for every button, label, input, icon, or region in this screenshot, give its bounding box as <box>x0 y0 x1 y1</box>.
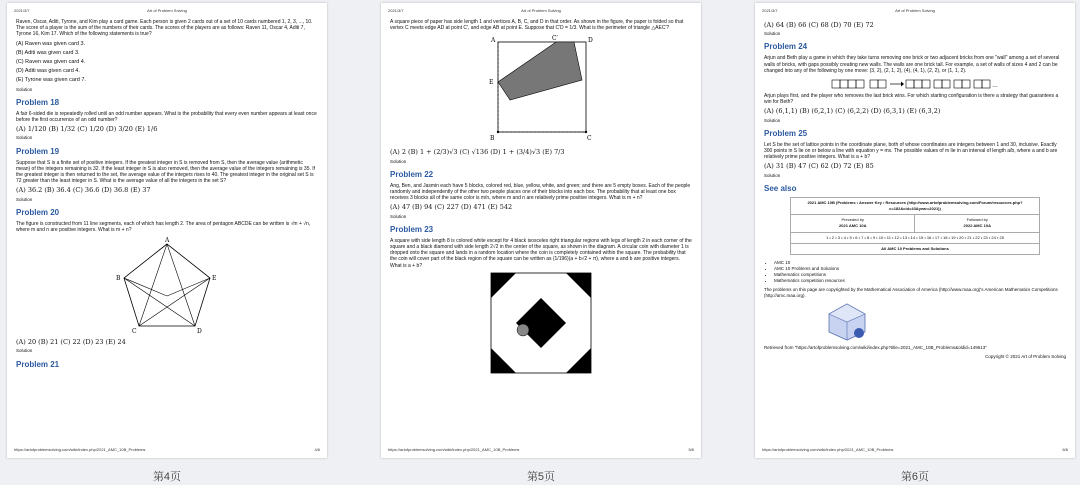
problem-20-heading: Problem 20 <box>16 207 60 217</box>
label-e: E <box>212 275 217 283</box>
nav-followed[interactable]: Followed by 2022 AMC 10A <box>915 215 1040 232</box>
page-footer <box>388 447 694 452</box>
solution-link[interactable]: Solution <box>16 135 33 141</box>
label-b: B <box>490 135 495 143</box>
problem-21-heading: Problem 21 <box>16 359 60 369</box>
option-a: (A) Raven was given card 3. <box>16 40 86 47</box>
page-caption-6[interactable]: 第6页 <box>900 471 930 483</box>
problem-17-text: Raven, Oscar, Aditi, Tyrone, and Kim play a card game. Each person is given 2 cards out of a set of 10 cards numbered 1, 2, 3, ..., 10. The score of a player is the sum of the numbers of their cards. The scores of the players are as follows: Raven 11, Oscar 4, Aditi 7, Tyrone 16, Kim 17. Which of the following statements is true? <box>16 19 313 38</box>
header-site: Art of Problem Solving <box>895 8 935 13</box>
problem-23-choices: (A) 64 (B) 66 (C) 68 (D) 70 (E) 72 <box>764 21 874 29</box>
header-site: Art of Problem Solving <box>521 8 561 13</box>
problem-23-heading: Problem 23 <box>390 224 434 234</box>
solution-link[interactable]: Solution <box>390 158 407 164</box>
problem-19-heading: Problem 19 <box>16 146 60 156</box>
copyright: Copyright © 2021 Art of Problem Solving <box>985 353 1066 359</box>
link-amc10-problems[interactable]: • AMC 10 Problems and Solutions <box>774 266 1066 272</box>
problem-22-heading: Problem 22 <box>390 169 434 179</box>
solution-link[interactable]: Solution <box>764 117 781 123</box>
nav-preceded[interactable]: Preceded by 2021 AMC 10A <box>791 215 915 232</box>
label-b: B <box>116 275 121 283</box>
footer-url: https://artofproblemsolving.com/wiki/index.php/2021_AMC_10B_Problems <box>14 447 146 452</box>
pdf-page-5 <box>381 3 701 458</box>
problem-25-choices: (A) 31 (B) 47 (C) 62 (D) 72 (E) 85 <box>764 162 874 171</box>
problem-19-text: Suppose that S is a finite set of positive integers. If the greatest integer in S is removed from S, then the average value (arithmetic mean) of the integers remaining is 32. If the least integer in S is also removed, then the average value of the integers remaining is 35. If the greatest integer is then returned to the set, the average value of the integers rises to 40. The greatest integer in the original set S is 72 greater than the least integer in S. What is the average value of all the integers in the set S? <box>16 159 316 185</box>
solution-link[interactable]: Solution <box>16 196 33 202</box>
option-c: (C) Raven was given card 4. <box>16 59 86 66</box>
page-caption-4[interactable]: 第4页 <box>152 471 182 483</box>
problem-25-text: Let S be the set of lattice points in the coordinate plane, both of whose coordinates are integers between 1 and 30, inclusive. Exactly 300 points in S lie on or below a line with equation y = mx. The possible values of m lie in an interval of length a/b, where a and b are relatively prime positive integers. What is a + b? <box>764 141 1058 161</box>
label-e: E <box>489 79 494 87</box>
footer-url: https://artofproblemsolving.com/wiki/index.php/2021_AMC_10B_Problems <box>388 447 520 452</box>
header-site: Art of Problem Solving <box>147 8 187 13</box>
option-b: (B) Aditi was given card 3. <box>16 49 80 56</box>
brick-walls-figure <box>830 77 1000 91</box>
coin-square-figure <box>490 272 592 374</box>
problem-20-text: The figure is constructed from 11 line segments, each of which has length 2. The area of pentagon ABCDE can be written is √m + √n, where m and n are positive integers. What is m + n? <box>16 220 311 234</box>
problem-18-choices: (A) 1/120 (B) 1/32 (C) 1/20 (D) 3/20 (E) 1/6 <box>16 125 158 134</box>
navigation-table <box>790 197 1040 255</box>
problem-22-choices: (A) 47 (B) 94 (C) 227 (D) 471 (E) 542 <box>390 203 513 212</box>
link-math-competitions[interactable]: • Mathematics competitions <box>774 272 1066 278</box>
link-amc10[interactable]: • AMC 10 <box>774 260 1066 266</box>
label-d: D <box>197 328 202 336</box>
svg-text:…: … <box>992 83 998 90</box>
page-number: 4/6 <box>314 447 320 452</box>
label-a: A <box>165 237 170 245</box>
pdf-page-6 <box>755 3 1075 458</box>
solution-link[interactable]: Solution <box>16 348 33 354</box>
nav-title[interactable]: 2021 AMC 10B (Problems • Answer Key • Resources (http://www.artofproblemsolving.com/Forum/resources.php?c=182&cid=43&year=2021)) <box>791 197 1040 214</box>
header-date: 2021/3/7 <box>14 8 30 13</box>
see-also-heading: See also <box>764 183 797 193</box>
problem-18-text: A fair 6-sided die is repeatedly rolled until an odd number appears. What is the probability that every even number appears at least once before the first occurrence of an odd number? <box>16 110 317 124</box>
problem-25-heading: Problem 25 <box>764 128 808 138</box>
solution-link[interactable]: Solution <box>764 31 781 37</box>
problem-24-heading: Problem 24 <box>764 42 808 52</box>
solution-link[interactable]: Solution <box>390 213 407 219</box>
problem-21-text: A square piece of paper has side length 1 and vertices A, B, C, and D in that order. As shown in the figure, the paper is folded so that vertex C meets edge AD at point C′, and edge AB at point E. Suppose that C′D = 1/3. What is the perimeter of triangle △AEC′? <box>390 19 684 32</box>
maa-logo <box>824 302 870 342</box>
problem-18-heading: Problem 18 <box>16 97 60 107</box>
problem-23-text: A square with side length 8 is colored white except for 4 black isosceles right triangular regions with legs of length 2 in each corner of the square and a black diamond with side length 2√2 in the center of the square, as shown in the diagram. A circular coin with diameter 1 is dropped onto the square and lands in a random location where the coin is completely contained within the square. The probability that the coin will cover part of the black region of the square can be written as (1/196)(a + b√2 + π), where a and b are positive integers. What is a + b? <box>390 237 692 269</box>
page-footer <box>762 447 1068 452</box>
label-d: D <box>588 37 593 45</box>
solution-link[interactable]: Solution <box>764 172 781 178</box>
see-also-list <box>774 260 1066 284</box>
page-caption-5[interactable]: 第5页 <box>526 471 556 483</box>
problem-20-choices: (A) 20 (B) 21 (C) 22 (D) 23 (E) 24 <box>16 338 126 347</box>
label-c-prime: C′ <box>552 35 558 43</box>
nav-problem-numbers[interactable]: 1 • 2 • 3 • 4 • 5 • 6 • 7 • 8 • 9 • 10 • 11 • 12 • 13 • 14 • 15 • 16 • 17 • 18 • 19 • 20 • 21 • 22 • 23 • 24 • 25 <box>791 232 1040 243</box>
label-c: C <box>587 135 592 143</box>
maa-copyright-text: The problems on this page are copyrighted by the Mathematical Association of America (http://www.maa.org)'s American Mathematics Competitions (http://amc.maa.org). <box>764 287 1058 299</box>
pentagon-figure <box>112 236 222 336</box>
page-number: 5/6 <box>688 447 694 452</box>
problem-22-text: Ang, Ben, and Jasmin each have 5 blocks, colored red, blue, yellow, white, and green; and there are 5 empty boxes. Each of the people randomly and independently of the other two people places one of their blocks into each box. The probability that at least one box receives 3 blocks all of the same color is m/n, where m and n are relatively prime positive integers. What is m + n? <box>390 182 691 202</box>
link-competition-resources[interactable]: • Mathematics competition resources <box>774 278 1066 284</box>
problem-24-question: Arjun plays first, and the player who removes the last brick wins. For which starting configuration is there a strategy that guarantees a win for Beth? <box>764 93 1059 106</box>
problem-21-choices: (A) 2 (B) 1 + (2/3)√3 (C) √136 (D) 1 + (3/4)√3 (E) 7/3 <box>390 148 565 157</box>
problem-24-text: Arjun and Beth play a game in which they take turns removing one brick or two adjacent bricks from one "wall" among a set of several walls of bricks, with gaps possibly creating new walls. The walls are one brick tall. For example, a set of walls of sizes 4 and 2 can be changed into any of the following by one move: (3, 2), (2, 1, 2), (4), (4, 1), (2, 2), or (1, 1, 2). <box>764 55 1060 74</box>
pdf-page-4 <box>7 3 327 458</box>
solution-link[interactable]: Solution <box>16 86 33 92</box>
label-c: C <box>132 328 137 336</box>
footer-url: https://artofproblemsolving.com/wiki/index.php/2021_AMC_10B_Problems <box>762 447 894 452</box>
header-date: 2021/3/7 <box>762 8 778 13</box>
problem-24-choices: (A) (6,1,1) (B) (6,2,1) (C) (6,2,2) (D) (6,3,1) (E) (6,3,2) <box>764 107 941 116</box>
header-date: 2021/3/7 <box>388 8 404 13</box>
page-number: 6/6 <box>1062 447 1068 452</box>
page-footer <box>14 447 320 452</box>
problem-19-choices: (A) 36.2 (B) 36.4 (C) 36.6 (D) 36.8 (E) 37 <box>16 186 151 195</box>
folded-square-figure <box>486 34 596 146</box>
retrieved-from: Retrieved from "https://artofproblemsolving.com/wiki/index.php?title=2021_AMC_10B_Problems&oldid=149613" <box>764 344 987 350</box>
option-d: (D) Aditi was given card 4. <box>16 68 80 75</box>
label-a: A <box>491 37 496 45</box>
option-e: (E) Tyrone was given card 7. <box>16 77 86 84</box>
nav-all-problems[interactable]: All AMC 10 Problems and Solutions <box>791 243 1040 254</box>
